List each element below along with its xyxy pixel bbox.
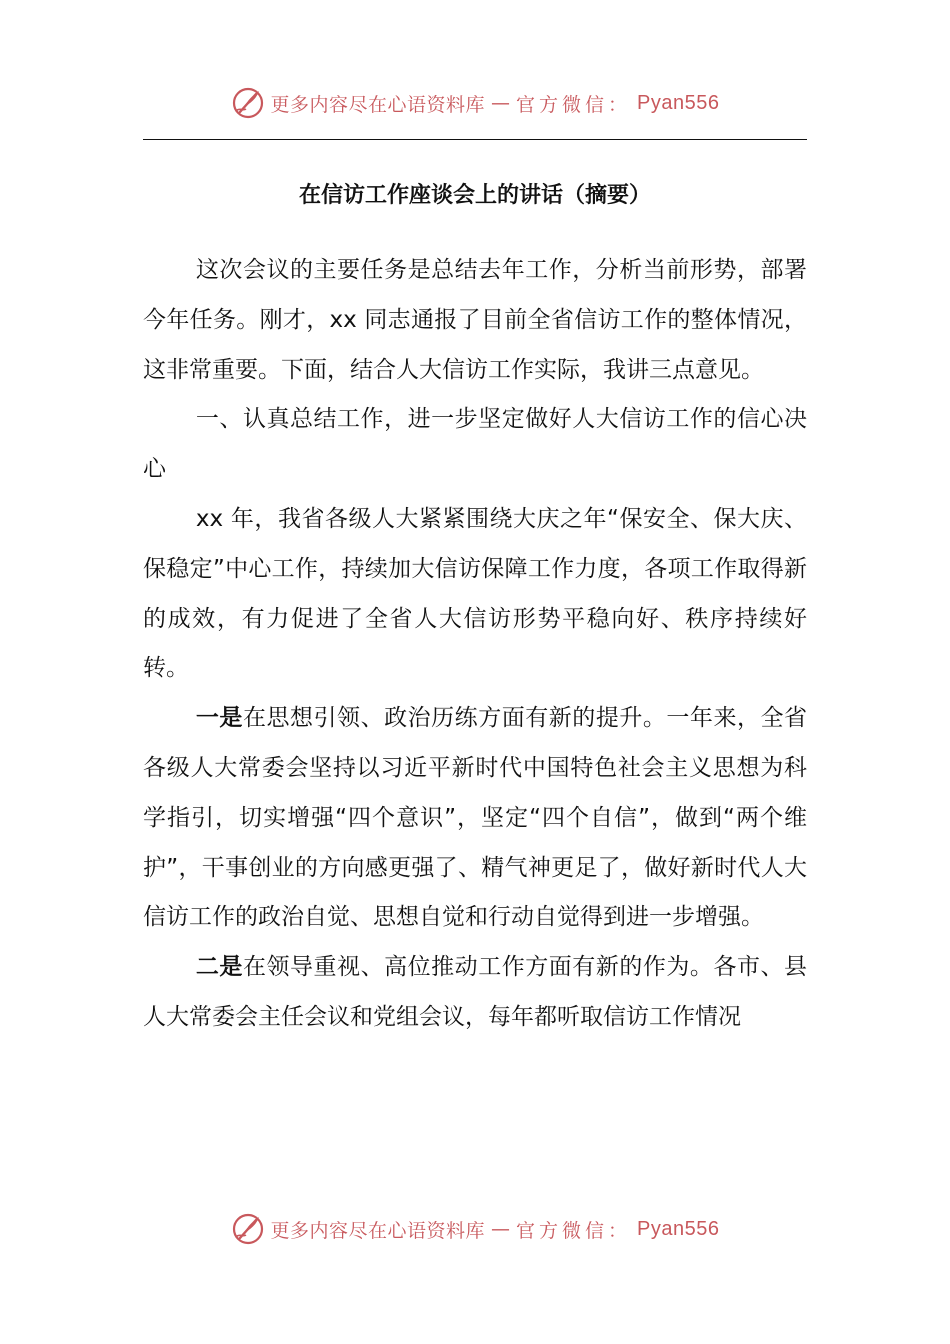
header-divider bbox=[143, 139, 807, 140]
footer-banner-wechat-label: 官方微信： bbox=[516, 1219, 632, 1242]
banner-wechat-label: 官方微信： bbox=[516, 93, 632, 116]
footer-banner-text: 更多内容尽在心语资料库 bbox=[270, 1219, 486, 1242]
paragraph-point-2 bbox=[143, 943, 807, 1043]
document-title: 在信访工作座谈会上的讲话（摘要） bbox=[298, 183, 651, 208]
footer-banner-handle: Pyan556 bbox=[637, 1217, 720, 1240]
point-1-lead: 一是 bbox=[195, 705, 243, 732]
section-heading-1: 一、认真总结工作，进一步坚定做好人大信访工作的信心决心 bbox=[143, 406, 807, 483]
header-banner bbox=[0, 86, 950, 120]
footer-banner-dash: — bbox=[491, 1218, 511, 1240]
point-2-body: 在领导重视、高位推动工作方面有新的作为。各市、县人大常委会主任会议和党组会议，每年都听取信访工作情况 bbox=[143, 954, 808, 1030]
banner-text: 更多内容尽在心语资料库 bbox=[270, 93, 486, 116]
banner-dash: — bbox=[491, 92, 511, 114]
banner-handle: Pyan556 bbox=[637, 91, 720, 114]
point-1-body: 在思想引领、政治历练方面有新的提升。一年来，全省各级人大常委会坚持以习近平新时代中国特色社会主义思想为科学指引，切实增强“四个意识”，坚定“四个自信”，做到“两个维护”，干事创业的方向感更强了、精气神更足了，做好新时代人大信访工作的政治自觉、思想自觉和行动自觉得到进一步增强。 bbox=[143, 705, 808, 931]
paragraph-intro: 这次会议的主要任务是总结去年工作，分析当前形势，部署今年任务。刚才，xx 同志通报了目前全省信访工作的整体情况，这非常重要。下面，结合人大信访工作实际，我讲三点意见。 bbox=[143, 257, 807, 383]
paragraph-summary: xx 年，我省各级人大紧紧围绕大庆之年“保安全、保大庆、保稳定”中心工作，持续加大信访保障工作力度，各项工作取得新的成效，有力促进了全省人大信访形势平稳向好、秩序持续好转。 bbox=[143, 505, 807, 682]
quill-pen-icon bbox=[231, 1212, 265, 1246]
point-2-lead: 二是 bbox=[195, 954, 243, 981]
footer-banner bbox=[0, 1212, 950, 1246]
paragraph-point-1 bbox=[143, 694, 807, 943]
quill-pen-icon bbox=[231, 86, 265, 120]
document-body bbox=[143, 246, 807, 1043]
